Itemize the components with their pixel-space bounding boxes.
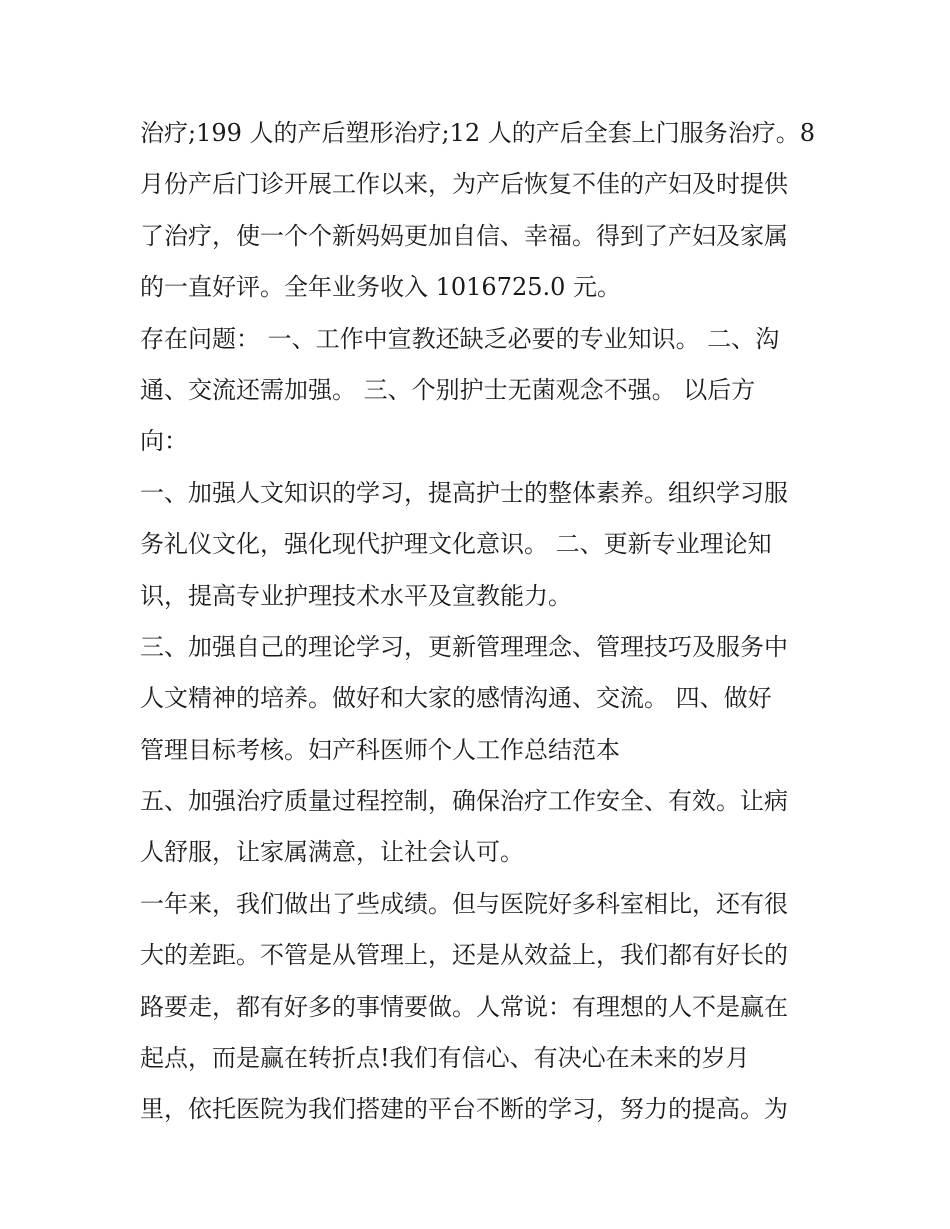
text-line: 通、交流还需加强。 三、个别护士无菌观念不强。 以后方 — [140, 375, 756, 404]
text-line: 人文精神的培养。做好和大家的感情沟通、交流。 四、做好 — [140, 684, 772, 713]
text-line: 的一直好评。全年业务收入 1016725.0 元。 — [140, 273, 622, 302]
text-line: 管理目标考核。妇产科医师个人工作总结范本 — [140, 735, 620, 764]
text-line: 务礼仪文化，强化现代护理文化意识。 二、更新专业理论知 — [140, 530, 772, 559]
text-line: 了治疗，使一个个新妈妈更加自信、幸福。得到了产妇及家属 — [140, 221, 788, 250]
text-line: 起点，而是赢在转折点!我们有信心、有决心在未来的岁月 — [140, 1044, 750, 1073]
document-body — [140, 108, 820, 1136]
text-line: 向： — [140, 427, 188, 456]
text-line: 一、加强人文知识的学习，提高护士的整体素养。组织学习服 — [140, 478, 788, 507]
text-line: 里，依托医院为我们搭建的平台不断的学习，努力的提高。为 — [140, 1095, 788, 1124]
text-line: 识，提高专业护理技术水平及宣教能力。 — [140, 581, 572, 610]
text-line: 人舒服，让家属满意，让社会认可。 — [140, 838, 524, 867]
text-line: 存在问题： 一、工作中宣教还缺乏必要的专业知识。 二、沟 — [140, 324, 780, 353]
text-line: 路要走，都有好多的事情要做。人常说：有理想的人不是赢在 — [140, 992, 788, 1021]
text-line: 治疗;199 人的产后塑形治疗;12 人的产后全套上门服务治疗。8 — [140, 119, 816, 147]
text-line: 月份产后门诊开展工作以来，为产后恢复不佳的产妇及时提供 — [140, 170, 788, 199]
text-line: 三、加强自己的理论学习，更新管理理念、管理技巧及服务中 — [140, 632, 788, 661]
text-line: 五、加强治疗质量过程控制，确保治疗工作安全、有效。让病 — [140, 787, 788, 816]
text-line: 一年来，我们做出了些成绩。但与医院好多科室相比，还有很 — [140, 889, 788, 918]
text-line: 大的差距。不管是从管理上，还是从效益上，我们都有好长的 — [140, 941, 788, 970]
